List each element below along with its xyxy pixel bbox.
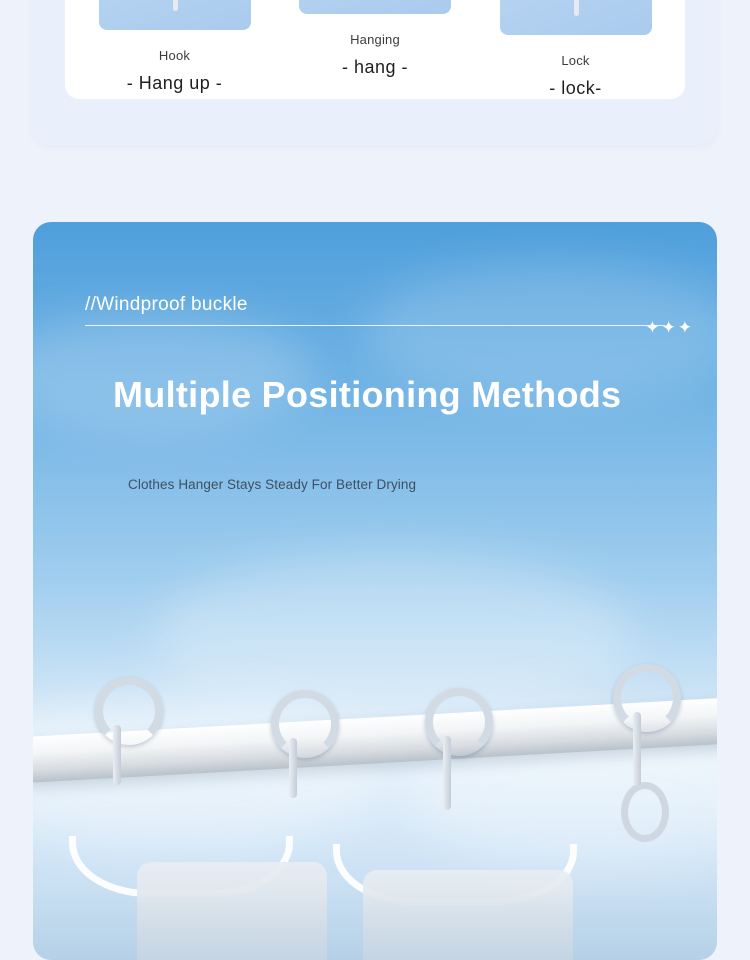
hook-ring bbox=[621, 782, 669, 842]
hook-curve bbox=[95, 677, 163, 745]
bottom-fade bbox=[33, 890, 717, 960]
feature-caption-small: Hook bbox=[158, 48, 191, 63]
hero-banner bbox=[33, 222, 717, 960]
hook-stem bbox=[574, 0, 579, 16]
feature-item-hanging bbox=[288, 0, 463, 99]
feature-panel bbox=[33, 0, 717, 145]
hook-leg bbox=[443, 736, 451, 810]
hook-curve bbox=[613, 664, 681, 732]
hook-leg bbox=[113, 725, 121, 785]
hero-subtitle: Clothes Hanger Stays Steady For Better Drying bbox=[128, 477, 417, 492]
feature-item-hook bbox=[87, 0, 262, 99]
feature-caption-small: Hanging bbox=[350, 32, 400, 47]
feature-caption-big: - Hang up - bbox=[126, 73, 223, 93]
feature-caption-big: - hang - bbox=[341, 57, 409, 77]
hook-photo bbox=[99, 0, 251, 30]
hook-curve bbox=[425, 688, 493, 756]
hook-leg bbox=[633, 712, 641, 786]
hero-eyebrow-label: //Windproof buckle bbox=[85, 294, 248, 315]
sparkle-icon: ✦✦✦ bbox=[645, 318, 694, 337]
lock-photo bbox=[500, 0, 652, 35]
feature-row bbox=[65, 0, 685, 99]
hook-leg bbox=[289, 738, 297, 798]
feature-caption-small: Lock bbox=[561, 53, 590, 68]
feature-card bbox=[65, 0, 685, 99]
feature-caption-big: - lock- bbox=[549, 78, 602, 98]
hero-title: Multiple Positioning Methods bbox=[113, 374, 622, 415]
hook-curve bbox=[271, 690, 339, 758]
hook-stem bbox=[173, 0, 178, 11]
hero-divider bbox=[85, 325, 665, 326]
feature-item-lock bbox=[488, 0, 663, 99]
hanging-photo bbox=[299, 0, 451, 14]
